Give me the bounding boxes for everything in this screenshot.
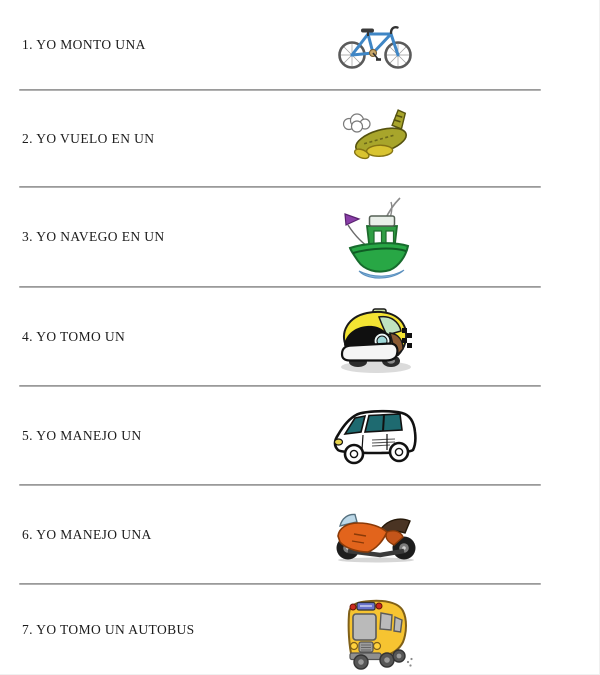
exercise-row-6 xyxy=(0,486,599,583)
exercise-label-3: 3. YO NAVEGO EN UN xyxy=(22,229,165,244)
exercise-row-4 xyxy=(0,288,599,385)
exercise-row-5 xyxy=(0,387,599,484)
exercise-row-2 xyxy=(0,91,599,186)
school-bus-image xyxy=(328,589,423,671)
exercise-row-1 xyxy=(0,0,599,89)
boat-image xyxy=(328,194,423,280)
van-image xyxy=(328,402,423,470)
exercise-label-5: 5. YO MANEJO UN xyxy=(22,427,142,443)
exercise-label-7: 7. YO TOMO UN AUTOBUS xyxy=(22,622,195,637)
exercise-label-6: 6. YO MANEJO UNA xyxy=(22,526,152,542)
exercise-label-4: 4. YO TOMO UN xyxy=(22,328,126,344)
taxi-image xyxy=(328,298,423,376)
exercise-label-2: 2. YO VUELO EN UN xyxy=(22,130,155,146)
motorcycle-image xyxy=(328,506,423,564)
exercise-label-1: 1. YO MONTO UNA xyxy=(22,36,146,52)
bicycle-image xyxy=(328,20,423,70)
exercise-row-3 xyxy=(0,188,599,286)
airplane-image xyxy=(328,109,423,169)
exercise-row-7 xyxy=(0,585,599,675)
